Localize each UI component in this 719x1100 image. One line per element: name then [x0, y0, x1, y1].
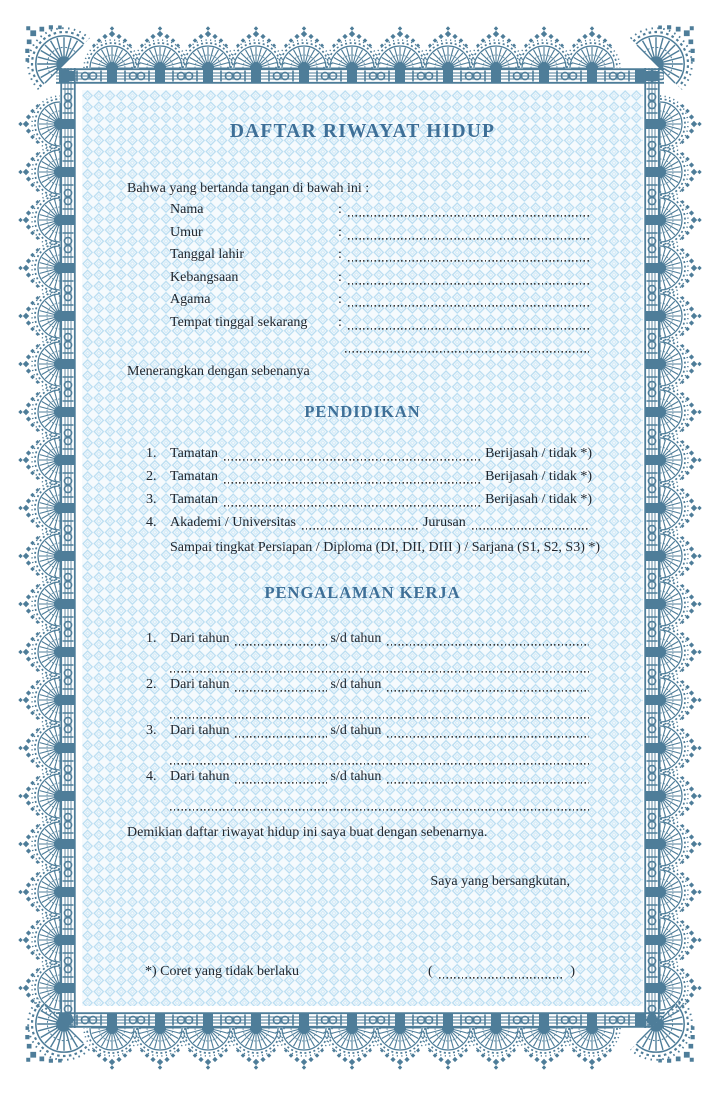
education-note: Sampai tingkat Persiapan / Diploma (DI, DII, DIII ) / Sarjana (S1, S2, S3) *)	[170, 540, 601, 555]
field-label: Agama	[170, 292, 211, 307]
colon: :	[338, 202, 342, 217]
fill-in-line	[170, 759, 589, 765]
from-label: Dari tahun	[170, 631, 230, 646]
field-row-nama	[170, 200, 592, 219]
fill-in-line	[387, 640, 589, 646]
field-row-umur	[170, 223, 592, 242]
education-row-2	[146, 467, 592, 486]
row-number: 4.	[146, 515, 157, 530]
row-number: 1.	[146, 446, 157, 461]
education-row-4	[146, 513, 592, 532]
from-label: Dari tahun	[170, 723, 230, 738]
fill-in-line	[387, 686, 589, 692]
colon: :	[338, 225, 342, 240]
form-body	[80, 88, 645, 1008]
colon: :	[338, 315, 342, 330]
experience-row-1-line2	[170, 656, 592, 675]
fill-in-line	[235, 686, 327, 692]
row-number: 4.	[146, 769, 157, 784]
fill-in-line	[345, 347, 589, 353]
field-row-kebangsaan	[170, 268, 592, 287]
row-suffix: Berijasah / tidak *)	[485, 469, 592, 484]
row-suffix: Berijasah / tidak *)	[485, 446, 592, 461]
fill-in-line	[348, 256, 589, 262]
fill-in-line	[170, 713, 589, 719]
row-label: Tamatan	[170, 469, 218, 484]
experience-row-4	[146, 767, 592, 786]
fill-in-line	[348, 301, 589, 307]
fill-in-line	[170, 805, 589, 811]
field-row-tempat-tinggal	[170, 313, 592, 332]
intro-text: Bahwa yang bertanda tangan di bawah ini :	[127, 181, 370, 196]
to-label: s/d tahun	[330, 723, 382, 738]
field-label: Tempat tinggal sekarang	[170, 315, 308, 330]
fill-in-line	[348, 279, 589, 285]
row-number: 1.	[146, 631, 157, 646]
closing-text: Demikian daftar riwayat hidup ini saya buat dengan sebenarnya.	[127, 825, 488, 840]
footnote-text: *) Coret yang tidak berlaku	[145, 964, 299, 979]
to-label: s/d tahun	[330, 631, 382, 646]
row-label: Akademi / Universitas	[170, 515, 296, 530]
paren-close: )	[570, 964, 575, 979]
fill-in-line	[224, 455, 482, 461]
signature-name-parens	[428, 962, 575, 981]
field-label: Umur	[170, 225, 203, 240]
experience-heading: PENGALAMAN KERJA	[264, 583, 461, 602]
experience-row-3-line2	[170, 748, 592, 767]
paren-open: (	[428, 964, 433, 979]
colon: :	[338, 247, 342, 262]
to-label: s/d tahun	[330, 677, 382, 692]
fill-in-line	[224, 478, 482, 484]
fill-in-line	[224, 501, 482, 507]
to-label: s/d tahun	[330, 769, 382, 784]
fill-in-line	[235, 732, 327, 738]
field-label: Tanggal lahir	[170, 247, 245, 262]
row-number: 3.	[146, 723, 157, 738]
fill-in-line	[302, 524, 420, 530]
row-number: 3.	[146, 492, 157, 507]
row-mid-label: Jurusan	[422, 515, 466, 530]
row-suffix: Berijasah / tidak *)	[485, 492, 592, 507]
colon: :	[338, 292, 342, 307]
field-row-extra-line	[345, 336, 592, 355]
education-row-1	[146, 444, 592, 463]
fill-in-line	[387, 732, 589, 738]
signature-caption: Saya yang bersangkutan,	[430, 874, 570, 889]
field-row-agama	[170, 290, 592, 309]
fill-in-line	[235, 640, 327, 646]
fill-in-line	[348, 324, 589, 330]
statement-text: Menerangkan dengan sebenanya	[127, 364, 310, 379]
experience-row-2	[146, 675, 592, 694]
field-row-tanggal-lahir	[170, 245, 592, 264]
experience-row-1	[146, 629, 592, 648]
experience-row-3	[146, 721, 592, 740]
fill-in-line	[439, 973, 565, 979]
row-number: 2.	[146, 677, 157, 692]
page-title: DAFTAR RIWAYAT HIDUP	[229, 121, 496, 142]
field-label: Kebangsaan	[170, 270, 239, 285]
education-heading: PENDIDIKAN	[304, 402, 421, 421]
row-label: Tamatan	[170, 446, 218, 461]
fill-in-line	[170, 667, 589, 673]
fill-in-line	[348, 234, 589, 240]
field-label: Nama	[170, 202, 204, 217]
row-number: 2.	[146, 469, 157, 484]
education-row-3	[146, 490, 592, 509]
fill-in-line	[235, 778, 327, 784]
from-label: Dari tahun	[170, 769, 230, 784]
fill-in-line	[348, 211, 589, 217]
fill-in-line	[472, 524, 589, 530]
experience-row-4-line2	[170, 794, 592, 813]
row-label: Tamatan	[170, 492, 218, 507]
fill-in-line	[387, 778, 589, 784]
colon: :	[338, 270, 342, 285]
from-label: Dari tahun	[170, 677, 230, 692]
experience-row-2-line2	[170, 702, 592, 721]
